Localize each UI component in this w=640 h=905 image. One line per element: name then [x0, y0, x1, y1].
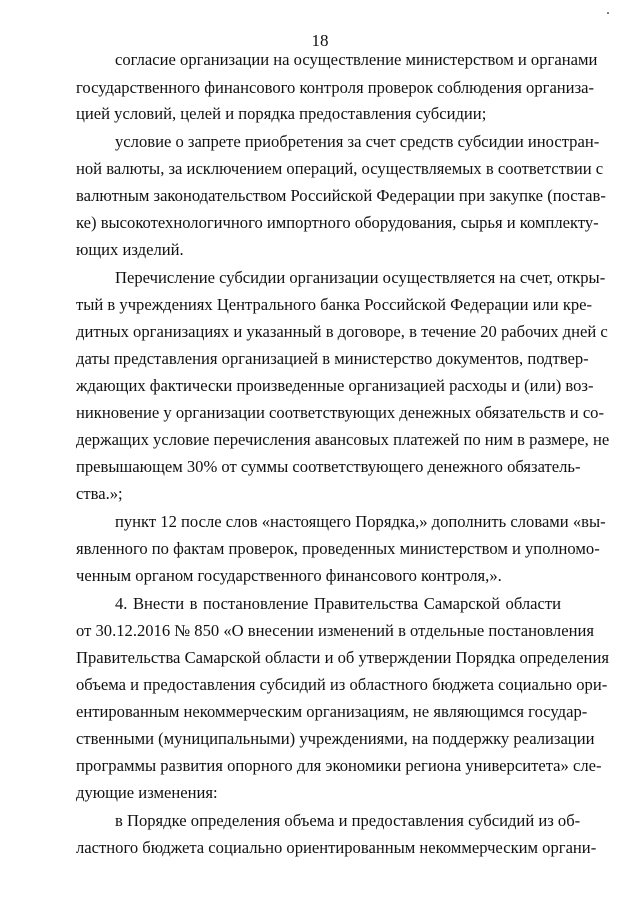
text-line: ке) высокотехнологичного импортного оборудования, сырья и комплекту-: [76, 213, 599, 232]
text-line: ентированным некоммерческим организациям, не являющимся государ-: [76, 702, 588, 721]
text-line: объема и предоставления субсидий из областного бюджета социально ори-: [76, 675, 608, 694]
text-line: никновение у организации соответствующих денежных обязательств и со-: [76, 403, 605, 422]
text-line: тый в учреждениях Центрального банка Российской Федерации или кре-: [76, 295, 593, 314]
text-line: ющих изделий.: [76, 240, 184, 259]
text-line: ственными (муниципальными) учреждениями, на поддержку реализации: [76, 729, 595, 748]
text-line: даты представления организацией в министерство документов, подтвер-: [76, 349, 589, 368]
text-line: пункт 12 после слов «настоящего Порядка,» дополнить словами «вы-: [115, 512, 606, 531]
scan-speck: [607, 12, 609, 14]
text-line: валютным законодательством Российской Федерации при закупке (постав-: [76, 186, 606, 205]
text-line: ства.»;: [76, 484, 123, 503]
text-line: условие о запрете приобретения за счет средств субсидии иностран-: [115, 132, 600, 151]
text-line: ной валюты, за исключением операций, осуществляемых в соответствии с: [76, 159, 604, 178]
text-line: дующие изменения:: [76, 783, 218, 802]
text-line: ждающих фактически произведенные организацией расходы и (или) воз-: [76, 376, 594, 395]
text-line: от 30.12.2016 № 850 «О внесении изменений в отдельные постановления: [76, 621, 594, 640]
text-line: в Порядке определения объема и предоставления субсидий из об-: [115, 811, 581, 830]
page-number: 18: [311, 31, 329, 50]
text-line: явленного по фактам проверок, проведенных министерством и уполномо-: [76, 539, 600, 558]
text-line: превышающем 30% от суммы соответствующего денежного обязатель-: [76, 457, 581, 476]
text-line: 4. Внести в постановление Правительства Самарской области: [115, 594, 561, 613]
text-line: Правительства Самарской области и об утверждении Порядка определения: [76, 648, 609, 667]
text-line: ченным органом государственного финансового контроля,».: [76, 566, 502, 585]
text-line: согласие организации на осуществление министерством и органами: [115, 50, 598, 69]
text-line: программы развития опорного для экономики региона университета» сле-: [76, 756, 602, 775]
text-line: ластного бюджета социально ориентированным некоммерческим органи-: [76, 838, 597, 857]
text-line: дитных организациях и указанный в договоре, в течение 20 рабочих дней с: [76, 322, 608, 341]
text-line: цией условий, целей и порядка предоставления субсидии;: [76, 104, 487, 123]
text-line: Перечисление субсидии организации осуществляется на счет, откры-: [115, 268, 606, 287]
text-line: держащих условие перечисления авансовых платежей по ним в размере, не: [76, 430, 610, 449]
text-line: государственного финансового контроля проверок соблюдения организа-: [76, 78, 595, 97]
